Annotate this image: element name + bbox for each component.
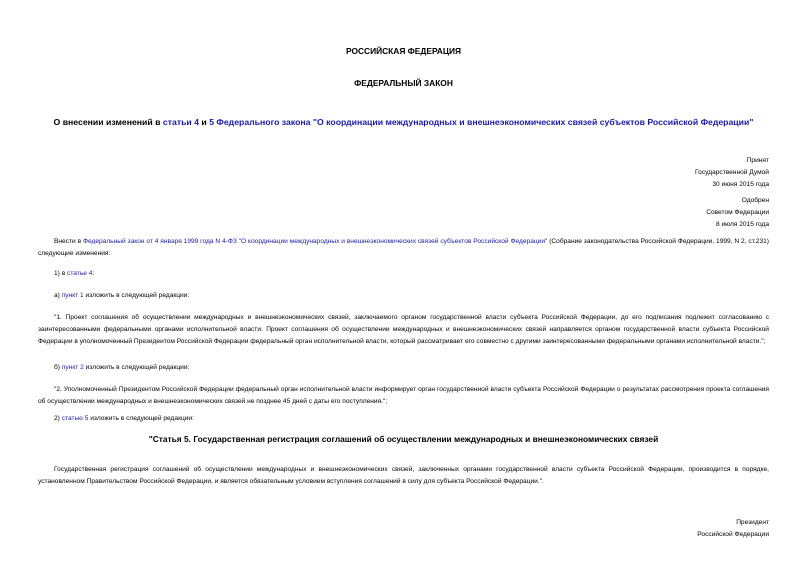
adopted-line1: Принят <box>746 157 769 164</box>
item-b-prefix: б) <box>54 364 62 371</box>
approved-line2: Советом Федерации <box>706 209 769 216</box>
adopted-line2: Государственной Думой <box>695 169 769 176</box>
title-link-law[interactable]: 5 Федерального закона "О координации международных и внешнеэкономических связей субъектов Российской Федерации" <box>209 117 754 127</box>
article-5-body: Государственная регистрация соглашений об осуществлении международных и внешнеэкономических связей, заключенных органами государственной власти субъекта Российской Федерации, производится в порядке, установленном Правительством Российской Федерации, и является обязательным условием вступления соглашений в силу для субъекта Российской Федерации.". <box>38 466 769 485</box>
law-title <box>38 117 769 127</box>
item-2 <box>54 413 769 425</box>
intro-prefix: Внести в <box>54 238 83 245</box>
signature-line1: Президент <box>736 519 769 526</box>
item-b <box>54 362 769 374</box>
intro-suffix: (Собрание законодательства Российской Федерации, 1999, N 2, ст.231) следующие изменения: <box>38 238 770 257</box>
signature-block <box>697 517 769 541</box>
item-1-prefix: 1) в <box>54 270 68 277</box>
country-heading: РОССИЙСКАЯ ФЕДЕРАЦИЯ <box>345 46 462 56</box>
item-a <box>54 290 769 302</box>
quote-1: "1. Проект соглашения об осуществлении международных и внешнеэкономических связей, заключаемого органом государственной власти субъекта Российской Федерации, до его подписания подлежит согласованию с заинтересованными федеральными органами исполнительной власти. Проект соглашения об осуществлении международных и внешнеэкономических связей направляется органом государственной власти субъекта Российской Федерации в уполномоченный Президентом Российской Федерации федеральный орган исполнительной власти, который рассматривает его совместно с другими заинтересованными федеральными органами исполнительной власти."; <box>38 314 769 345</box>
intro-paragraph <box>38 236 769 260</box>
item-2-suffix: изложить в следующей редакции: <box>88 415 194 422</box>
quote-2: "2. Уполномоченный Президентом Российской Федерации федеральный орган исполнительной власти информирует орган государственной власти субъекта Российской Федерации о результатах рассмотрения проекта соглашения об осуществлении международных и внешнеэкономических связей не позднее 45 дней с даты его поступления."; <box>38 386 769 405</box>
item-a-link[interactable]: пункт 1 <box>61 292 84 299</box>
approved-block <box>706 195 769 231</box>
adopted-block <box>695 155 769 191</box>
title-link-article-4[interactable]: статьи 4 <box>162 117 200 127</box>
item-1 <box>54 268 769 280</box>
item-a-suffix: изложить в следующей редакции: <box>83 292 190 299</box>
approved-date: 8 июля 2015 года <box>715 221 769 228</box>
item-2-link[interactable]: статью 5 <box>61 415 89 422</box>
item-1-suffix: : <box>92 270 95 277</box>
title-prefix: О внесении изменений в <box>53 117 163 127</box>
signature-line2: Российской Федерации <box>697 531 769 538</box>
item-1-link[interactable]: статье 4 <box>67 270 93 277</box>
intro-law-link[interactable]: Федеральный закон от 4 января 1999 года N 4-ФЗ "О координации международных и внешнеэкономических связей субъектов Российской Федерации" <box>82 238 548 245</box>
adopted-date: 30 июня 2015 года <box>712 181 769 188</box>
approved-line1: Одобрен <box>741 197 769 204</box>
item-a-prefix: а) <box>54 292 62 299</box>
law-type-heading: ФЕДЕРАЛЬНЫЙ ЗАКОН <box>354 78 453 88</box>
article-5-title: "Статья 5. Государственная регистрация соглашений об осуществлении международных и внешнеэкономических связей <box>148 434 659 444</box>
title-mid: и <box>199 117 210 127</box>
item-2-prefix: 2) <box>54 415 62 422</box>
item-b-link[interactable]: пункт 2 <box>61 364 84 371</box>
item-b-suffix: изложить в следующей редакции: <box>83 364 190 371</box>
